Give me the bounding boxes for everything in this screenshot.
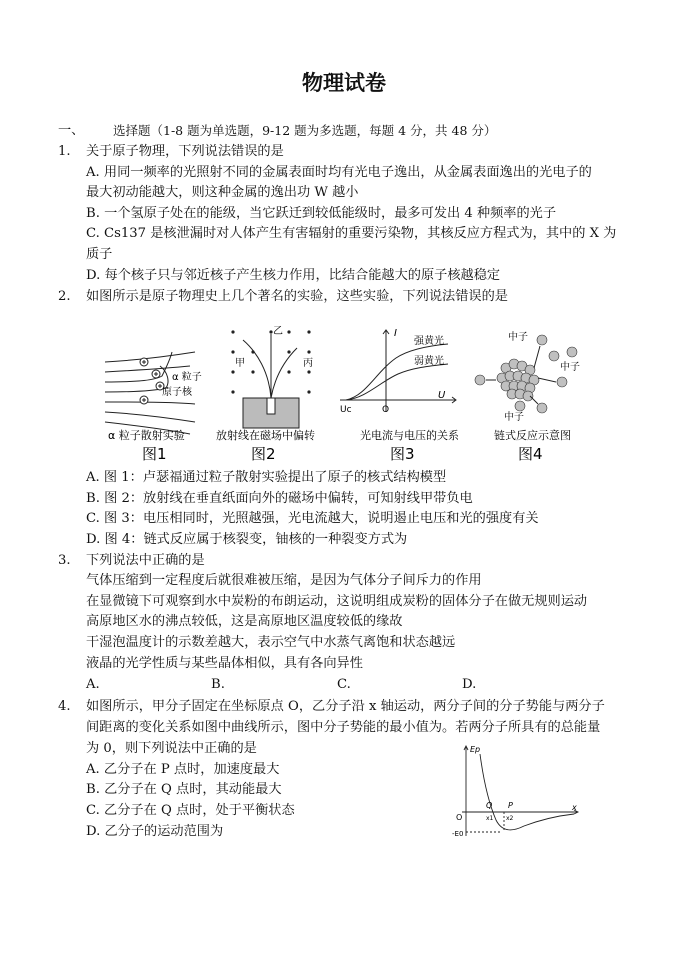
- q3-choice-a: A.: [86, 677, 100, 692]
- q2-option-b: B. 图 2：放射线在垂直纸面向外的磁场中偏转，可知射线甲带负电: [86, 491, 473, 506]
- figure-1-alpha-scattering: [100, 322, 225, 468]
- fig4-neutron-label-1: 中子: [508, 332, 528, 343]
- q1-stem: 关于原子物理，下列说法错误的是: [86, 144, 284, 159]
- q1-option-a-cont: 最大初动能越大，则这种金属的逸出功 W 越小: [86, 185, 359, 200]
- q1-option-c-cont: 质子: [86, 247, 113, 262]
- fig2-yi-label: 乙: [273, 326, 283, 337]
- q4-number: 4.: [58, 699, 71, 714]
- fig3-weak-label: 弱黄光: [414, 356, 444, 367]
- fig3-U-label: U: [438, 390, 446, 401]
- q4-option-d: D. 乙分子的运动范围为: [86, 824, 224, 839]
- section-heading: 选择题（1-8 题为单选题，9-12 题为多选题，每题 4 分，共 48 分）: [113, 123, 497, 138]
- q4-option-a: A. 乙分子在 P 点时，加速度最大: [86, 762, 280, 777]
- fig4-neutron-label-3: 中子: [504, 412, 524, 423]
- fig1-label: 图1: [142, 445, 167, 463]
- fig4-neutron-label-2: 中子: [560, 362, 580, 373]
- q4-graph-x-label: x: [572, 803, 577, 812]
- fig3-Uc-label: Uc: [340, 405, 352, 415]
- q4-stem-line-3: 为 0，则下列说法中正确的是: [86, 741, 257, 756]
- q1-option-c: C. Cs137 是核泄漏时对人体产生有害辐射的重要污染物，其核反应方程式为，其中的 X 为: [86, 226, 617, 241]
- figure-2-radiation-deflection: [213, 322, 331, 468]
- q3-stem: 下列说法中正确的是: [86, 553, 205, 568]
- q4-option-c: C. 乙分子在 Q 点时，处于平衡状态: [86, 803, 295, 818]
- q2-option-c: C. 图 3：电压相同时，光照越强，光电流越大，说明遏止电压和光的强度有关: [86, 511, 539, 526]
- q4-graph-e0-label: -E0: [452, 830, 464, 838]
- q3-statement-3: 高原地区水的沸点较低，这是高原地区温度较低的缘故: [86, 614, 403, 629]
- fig2-caption: 放射线在磁场中偏转: [216, 429, 315, 442]
- fig1-caption: α 粒子散射实验: [108, 429, 185, 442]
- fig4-label: 图4: [518, 445, 543, 463]
- fig3-I-label: I: [394, 328, 397, 339]
- q1-option-a: A. 用同一频率的光照射不同的金属表面时均有光电子逸出，从金属表面逸出的光电子的: [86, 165, 592, 180]
- q3-statement-4: 干湿泡温度计的示数差越大，表示空气中水蒸气离饱和状态越远: [86, 635, 456, 650]
- section-number: 一、: [58, 123, 85, 138]
- figure-3-photocurrent-voltage: [336, 322, 466, 468]
- q3-number: 3.: [58, 553, 71, 568]
- q4-graph-ep-label: Ep: [470, 745, 481, 754]
- q4-graph-q-label: Q: [486, 801, 493, 810]
- q3-statement-5: 液晶的光学性质与某些晶体相似，具有各向异性: [86, 656, 363, 671]
- q3-choice-c: C.: [337, 677, 351, 692]
- q2-option-a: A. 图 1：卢瑟福通过粒子散射实验提出了原子的核式结构模型: [86, 470, 447, 485]
- q4-graph-x2-label: x2: [506, 815, 514, 822]
- fig1-alpha-label: α 粒子: [172, 372, 202, 383]
- q3-choice-b: B.: [211, 677, 225, 692]
- q4-graph-x1-label: x1: [486, 815, 494, 822]
- q1-option-b: B. 一个氢原子处在的能级，当它跃迁到较低能级时，最多可发出 4 种频率的光子: [86, 206, 557, 221]
- fig2-jia-label: 甲: [235, 358, 245, 369]
- q2-number: 2.: [58, 289, 71, 304]
- q3-choice-d: D.: [462, 677, 477, 692]
- fig3-origin-label: O: [382, 405, 390, 415]
- q3-statement-1: 气体压缩到一定程度后就很难被压缩，是因为气体分子间斥力的作用: [86, 573, 482, 588]
- q4-graph-origin-label: O: [456, 813, 463, 822]
- q4-stem-line-2: 间距离的变化关系如图中曲线所示，图中分子势能的最小值为。若两分子所具有的总能量: [86, 720, 601, 735]
- q4-option-b: B. 乙分子在 Q 点时，其动能最大: [86, 782, 282, 797]
- fig4-caption: 链式反应示意图: [494, 429, 571, 442]
- q2-option-d: D. 图 4：链式反应属于核裂变，铀核的一种裂变方式为: [86, 532, 408, 547]
- page-title: 物理试卷: [302, 70, 386, 95]
- q3-statement-2: 在显微镜下可观察到水中炭粉的布朗运动，这说明组成炭粉的固体分子在做无规则运动: [86, 594, 588, 609]
- q1-number: 1.: [58, 144, 71, 159]
- fig2-bing-label: 丙: [303, 358, 313, 369]
- figure-4-chain-reaction: [472, 322, 586, 468]
- fig3-caption: 光电流与电压的关系: [360, 429, 459, 442]
- q4-stem-line-1: 如图所示，甲分子固定在坐标原点 O，乙分子沿 x 轴运动，两分子间的分子势能与两分子: [86, 699, 605, 714]
- fig2-label: 图2: [251, 445, 276, 463]
- q4-potential-energy-graph: [452, 740, 584, 840]
- q4-graph-p-label: P: [508, 801, 513, 810]
- q2-stem: 如图所示是原子物理史上几个著名的实验，这些实验，下列说法错误的是: [86, 289, 508, 304]
- q1-option-d: D. 每个核子只与邻近核子产生核力作用，比结合能越大的原子核越稳定: [86, 268, 501, 283]
- fig3-strong-label: 强黄光: [414, 336, 444, 347]
- fig3-label: 图3: [390, 445, 415, 463]
- fig1-nucleus-label: 原子核: [162, 387, 192, 398]
